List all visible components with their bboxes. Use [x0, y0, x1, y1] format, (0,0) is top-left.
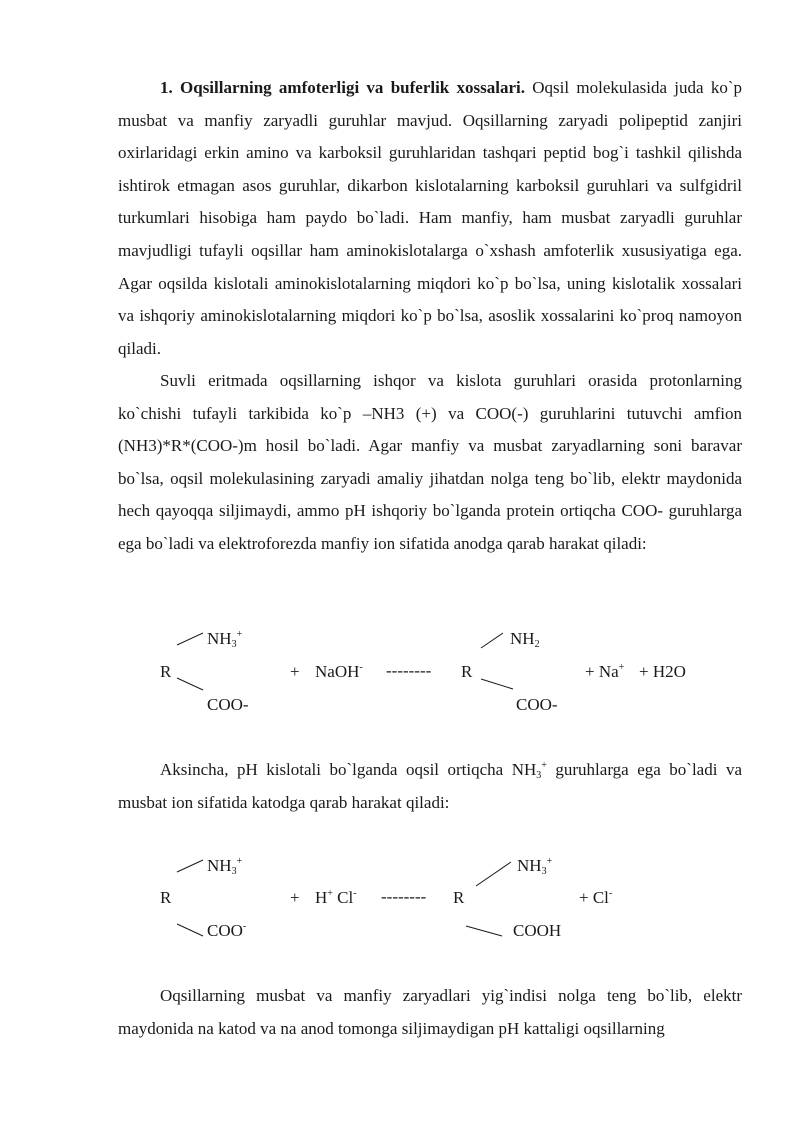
reaction-2-plus: +: [290, 888, 300, 907]
reaction-1-left-amino: $NH_3^+$: [207, 629, 243, 650]
reaction-1-left-r: R: [160, 662, 172, 681]
paragraph-text: Suvli eritmada oqsillarning ishqor va kislota guruhlari orasida protonlarning ko`chishi tufayli tarkibida ko`p –NH3 (+) va COO(-) guruhlarini tutuvchi amfion (NH3)*R*(COO-)m hosil bo`ladi. Agar manfiy va musbat zaryadlarning soni baravar bo`lsa, oqsil molekulasining zaryadi amaliy jihatdan nolga teng bo`lib, elektr maydonida hech qayoqqa siljimaydi, ammo pH ishqoriy bo`lganda protein ortiqcha COO- guruhlarga ega bo`ladi va elektroforezda manfiy ion sifatida anodga qarab harakat qiladi:: [118, 371, 742, 553]
reaction-2-reagent: H+ Cl-: [315, 888, 357, 907]
reaction-1-right-carboxyl: COO-: [516, 695, 558, 714]
paragraph-text: Oqsil molekulasida juda ko`p musbat va manfiy zaryadli guruhlar mavjud. Oqsillarning zaryadi polipeptid zanjiri oxirlaridagi erkin amino va karboksil guruhlaridan tashqari peptid bog`i tashkil qilishda ishtirok etmagan asos guruhlar, dikarbon kislotalarning karboksil guruhlari va sulfgidril turkumlari hisobiga ham paydo bo`ladi. Ham manfiy, ham musbat zaryadli guruhlar mavjudligi tufayli oqsillar ham aminokislotalarga o`xshash amfoterlik xususiyatiga ega. Agar oqsilda kislotali aminokislotalarning miqdori ko`p bo`lsa, uning kislotalik xossalari va ishqoriy aminokislotalarning miqdori ko`p bo`lsa, asoslik xossalarini ko`proq namoyon qiladi.: [118, 78, 742, 358]
bond-line: [177, 860, 203, 872]
reaction-2-arrow: --------: [381, 887, 427, 906]
reaction-2-left-carboxylate: COO-: [207, 921, 247, 940]
reaction-2-product-chloride: + Cl-: [579, 888, 613, 907]
bond-line: [476, 862, 511, 886]
bond-line: [177, 678, 203, 690]
paragraph-acidic-ph: Aksincha, pH kislotali bo`lganda oqsil ortiqcha $NH_3^+$ guruhlarga ega bo`ladi va musbat ion sifatida katodga qarab harakat qiladi:: [118, 760, 742, 812]
reaction-1-reagent: NaOH-: [315, 662, 363, 681]
section-heading: 1. Oqsillarning amfoterligi va buferlik xossalari.: [160, 78, 526, 97]
reaction-1-product-water: + H2O: [639, 662, 686, 681]
reaction-2-right-amino: $NH_3^+$: [517, 856, 553, 877]
reaction-1-arrow: --------: [386, 661, 432, 680]
bond-line: [177, 633, 203, 645]
reaction-2-right-r: R: [453, 888, 465, 907]
reaction-2-right-carboxyl: COOH: [513, 921, 562, 940]
reaction-2-left-r: R: [160, 888, 172, 907]
bond-line: [466, 926, 502, 936]
paragraph-isoelectric: Oqsillarning musbat va manfiy zaryadlari yig`indisi nolga teng bo`lib, elektr maydonida na katod va na anod tomonga siljimaydigan pH kattaligi oqsillarning: [118, 986, 742, 1038]
reaction-1-right-amino: $NH_2$: [510, 629, 540, 650]
bond-line: [177, 924, 203, 936]
reaction-1-right-r: R: [461, 662, 473, 681]
reaction-1-plus: +: [290, 662, 300, 681]
bond-line: [481, 679, 513, 689]
reaction-1-product-sodium: + Na+: [585, 662, 625, 681]
bond-line: [481, 633, 503, 648]
reaction-1-left-carboxyl: COO-: [207, 695, 249, 714]
reaction-2-left-amino: $NH_3^+$: [207, 856, 243, 877]
